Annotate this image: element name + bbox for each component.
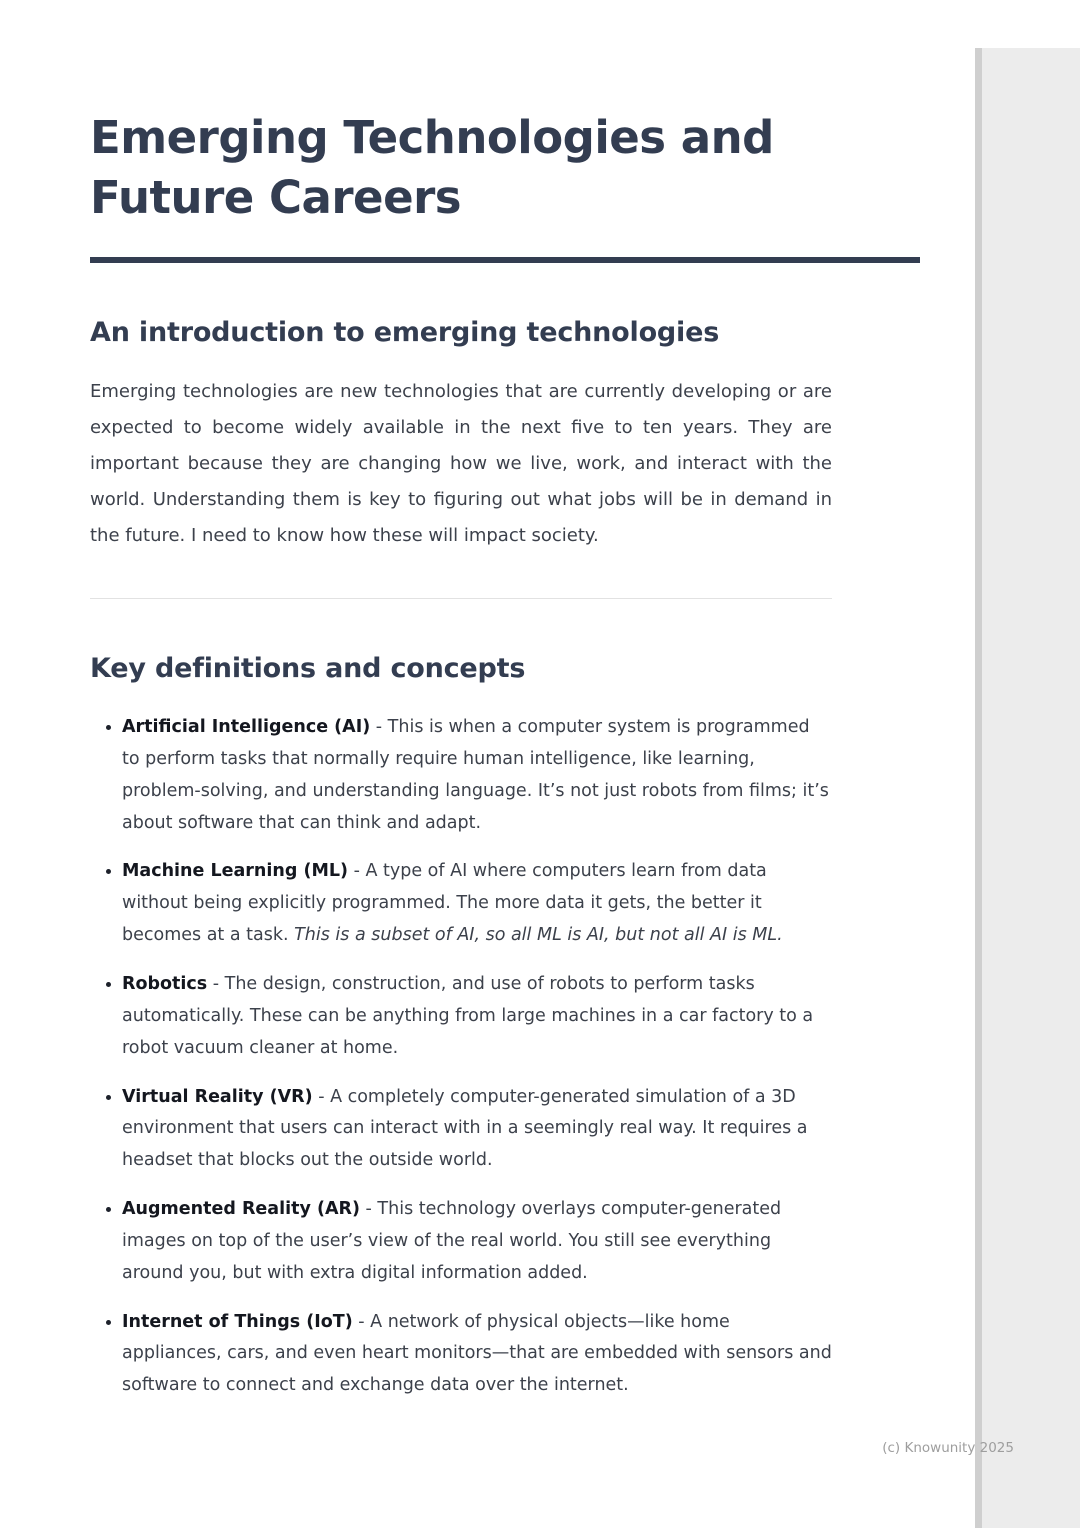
definition-desc: - A completely computer-generated simulation of a 3D environment that users can interact with in a seemingly real way. It requires a headset that blocks out the outside world. xyxy=(122,1086,808,1171)
definition-desc: - This is when a computer system is programmed to perform tasks that normally require human intelligence, like learning, problem-solving, and understanding language. It’s not just robots from films; it’s about software that can think and adapt. xyxy=(122,717,829,833)
page-edge-strip xyxy=(975,48,1080,1528)
definition-term: Machine Learning (ML) xyxy=(122,861,349,882)
page-title-line-1: Emerging Technologies and xyxy=(90,111,774,165)
definition-term: Virtual Reality (VR) xyxy=(122,1086,313,1107)
definition-term: Robotics xyxy=(122,973,208,994)
definition-desc: - The design, construction, and use of robots to perform tasks automatically. These can be anything from large machines in a car factory to a robot vacuum cleaner at home. xyxy=(122,973,814,1058)
definition-desc: - A network of physical objects—like home appliances, cars, and even heart monitors—that are embedded with sensors and software to connect and exchange data over the internet. xyxy=(122,1311,832,1396)
definition-item xyxy=(122,1082,832,1178)
section-heading-intro: An introduction to emerging technologies xyxy=(90,317,720,349)
section-heading-definitions: Key definitions and concepts xyxy=(90,653,526,685)
definition-item xyxy=(122,1194,832,1290)
intro-paragraph: Emerging technologies are new technologies that are currently developing or are expected to become widely available in the next five to ten years. They are important because they are changing how we live, work, and interact with the world. Understanding them is key to figuring out what jobs will be in demand in the future. I need to know how these will impact society. xyxy=(90,381,832,547)
definition-item xyxy=(122,856,832,952)
definition-item xyxy=(122,1307,832,1403)
title-rule xyxy=(90,257,920,263)
definition-italic: This is a subset of AI, so all ML is AI, but not all AI is ML. xyxy=(288,925,783,946)
definition-term: Augmented Reality (AR) xyxy=(122,1199,360,1220)
definition-desc: - This technology overlays computer-generated images on top of the user’s view of the real world. You still see everything around you, but with extra digital information added. xyxy=(122,1199,782,1283)
section-divider xyxy=(90,598,832,599)
definition-term: Internet of Things (IoT) xyxy=(122,1311,353,1332)
definitions-list xyxy=(90,712,832,1402)
definition-term: Artificial Intelligence (AI) xyxy=(122,717,371,738)
footer-copyright: (c) Knowunity 2025 xyxy=(882,1440,1014,1456)
definition-desc: - A type of AI where computers learn from data without being explicitly programmed. The more data it gets, the better it becomes at a task. xyxy=(122,861,767,946)
page-title-line-2: Future Careers xyxy=(90,170,462,224)
definition-item xyxy=(122,712,832,839)
definition-item xyxy=(122,969,832,1065)
page-title xyxy=(90,108,832,227)
